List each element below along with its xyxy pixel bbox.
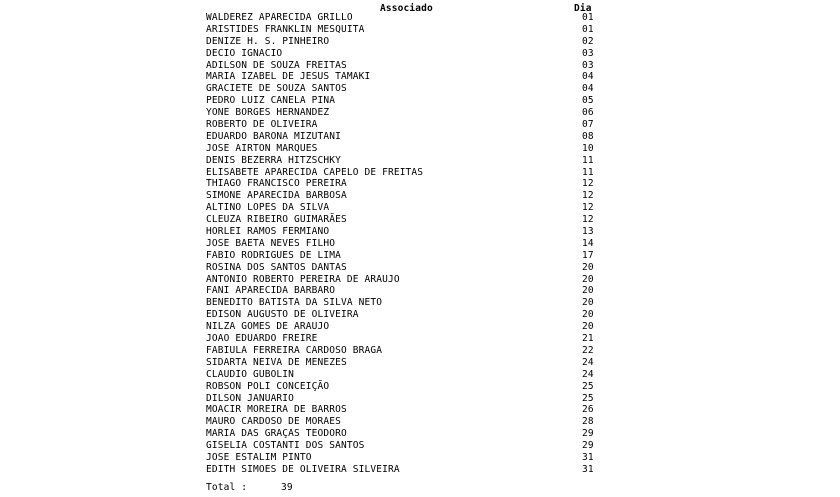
member-row (0, 143, 840, 155)
member-row (0, 178, 840, 190)
member-name: DENIS BEZERRA HITZSCHKY (206, 154, 341, 166)
column-header-associado: Associado (380, 3, 433, 14)
member-row (0, 36, 840, 48)
member-name: YONE BORGES HERNANDEZ (206, 107, 330, 119)
member-day: 31 (582, 451, 594, 463)
member-day: 26 (582, 404, 594, 416)
member-day: 20 (582, 273, 594, 285)
member-row (0, 48, 840, 60)
member-day: 17 (582, 249, 594, 261)
member-name: JOSE ESTALIM PINTO (206, 451, 312, 463)
member-name: NILZA GOMES DE ARAUJO (206, 321, 330, 333)
total-label: Total : (206, 482, 248, 493)
member-day: 31 (582, 463, 594, 475)
member-day: 29 (582, 428, 594, 440)
member-name: GRACIETE DE SOUZA SANTOS (206, 83, 347, 95)
member-name: ADILSON DE SOUZA FREITAS (206, 59, 347, 71)
member-row (0, 369, 840, 381)
member-row (0, 297, 840, 309)
member-day: 08 (582, 130, 594, 142)
member-row (0, 357, 840, 369)
member-day: 20 (582, 261, 594, 273)
member-row (0, 250, 840, 262)
member-name: CLAUDIO GUBOLIN (206, 368, 295, 380)
member-row (0, 452, 840, 464)
member-day: 04 (582, 83, 594, 95)
member-day: 01 (582, 12, 594, 23)
total-value: 39 (281, 482, 293, 493)
member-row (0, 285, 840, 297)
member-row (0, 202, 840, 214)
column-header-dia: Dia (574, 3, 592, 14)
member-row (0, 238, 840, 250)
member-row (0, 119, 840, 131)
member-row (0, 416, 840, 428)
member-name: FABIULA FERREIRA CARDOSO BRAGA (206, 344, 383, 356)
member-name: FANI APARECIDA BARBARO (206, 285, 336, 297)
member-day: 06 (582, 107, 594, 119)
member-name: ALTINO LOPES DA SILVA (206, 202, 330, 214)
member-day: 24 (582, 368, 594, 380)
member-row (0, 321, 840, 333)
member-name: EDITH SIMOES DE OLIVEIRA SILVEIRA (206, 463, 400, 475)
member-day: 20 (582, 297, 594, 309)
member-day: 20 (582, 285, 594, 297)
member-row (0, 107, 840, 119)
member-name: DILSON JANUARIO (206, 392, 295, 404)
member-day: 04 (582, 71, 594, 83)
member-name: EDISON AUGUSTO DE OLIVEIRA (206, 309, 359, 321)
member-day: 03 (582, 59, 594, 71)
member-name: HORLEI RAMOS FERMIANO (206, 226, 330, 238)
member-day: 01 (582, 23, 594, 35)
member-row (0, 333, 840, 345)
member-day: 11 (582, 166, 594, 178)
member-day: 12 (582, 214, 594, 226)
member-row (0, 404, 840, 416)
member-day: 02 (582, 35, 594, 47)
member-day: 11 (582, 154, 594, 166)
member-name: JOSE BAETA NEVES FILHO (206, 237, 336, 249)
member-row (0, 274, 840, 286)
member-name: SIDARTA NEIVA DE MENEZES (206, 356, 347, 368)
member-day: 07 (582, 119, 594, 131)
member-day: 25 (582, 380, 594, 392)
member-name: GISELIA COSTANTI DOS SANTOS (206, 440, 365, 452)
member-name: THIAGO FRANCISCO PEREIRA (206, 178, 347, 190)
member-row (0, 71, 840, 83)
member-name: DECIO IGNACIO (206, 47, 283, 59)
member-day: 14 (582, 237, 594, 249)
member-day: 20 (582, 321, 594, 333)
member-row (0, 262, 840, 274)
member-name: MAURO CARDOSO DE MORAES (206, 416, 341, 428)
member-row (0, 440, 840, 452)
member-day: 12 (582, 202, 594, 214)
member-row (0, 167, 840, 179)
member-row (0, 214, 840, 226)
member-day: 21 (582, 333, 594, 345)
member-list (0, 12, 840, 476)
member-row (0, 428, 840, 440)
member-name: MOACIR MOREIRA DE BARROS (206, 404, 347, 416)
member-name: DENIZE H. S. PINHEIRO (206, 35, 330, 47)
member-day: 03 (582, 47, 594, 59)
member-day: 22 (582, 344, 594, 356)
member-day: 10 (582, 142, 594, 154)
member-day: 12 (582, 178, 594, 190)
member-name: ROBERTO DE OLIVEIRA (206, 119, 318, 131)
member-day: 25 (582, 392, 594, 404)
member-day: 24 (582, 356, 594, 368)
member-row (0, 131, 840, 143)
member-name: ROSINA DOS SANTOS DANTAS (206, 261, 347, 273)
member-name: JOSE AIRTON MARQUES (206, 142, 318, 154)
member-row (0, 381, 840, 393)
member-name: PEDRO LUIZ CANELA PINA (206, 95, 336, 107)
member-name: WALDEREZ APARECIDA GRILLO (206, 12, 353, 23)
member-day: 20 (582, 309, 594, 321)
member-name: SIMONE APARECIDA BARBOSA (206, 190, 347, 202)
member-day: 29 (582, 440, 594, 452)
member-name: BENEDITO BATISTA DA SILVA NETO (206, 297, 383, 309)
member-day: 12 (582, 190, 594, 202)
member-name: ELISABETE APARECIDA CAPELO DE FREITAS (206, 166, 424, 178)
member-name: MARIA IZABEL DE JESUS TAMAKI (206, 71, 371, 83)
member-row (0, 190, 840, 202)
member-row (0, 12, 840, 24)
member-day: 28 (582, 416, 594, 428)
member-row (0, 155, 840, 167)
member-day: 13 (582, 226, 594, 238)
member-name: ARISTIDES FRANKLIN MESQUITA (206, 23, 365, 35)
member-name: MARIA DAS GRAÇAS TEODORO (206, 428, 347, 440)
member-row (0, 95, 840, 107)
member-row (0, 24, 840, 36)
member-row (0, 226, 840, 238)
member-name: EDUARDO BARONA MIZUTANI (206, 130, 341, 142)
member-day: 05 (582, 95, 594, 107)
member-name: ROBSON POLI CONCEIÇÃO (206, 380, 330, 392)
member-row (0, 393, 840, 405)
member-row (0, 60, 840, 72)
member-name: CLEUZA RIBEIRO GUIMARÃES (206, 214, 347, 226)
member-row (0, 83, 840, 95)
member-name: FABIO RODRIGUES DE LIMA (206, 249, 341, 261)
member-row (0, 345, 840, 357)
member-name: ANTONIO ROBERTO PEREIRA DE ARAUJO (206, 273, 400, 285)
member-name: JOAO EDUARDO FREIRE (206, 333, 318, 345)
member-row (0, 464, 840, 476)
member-row (0, 309, 840, 321)
